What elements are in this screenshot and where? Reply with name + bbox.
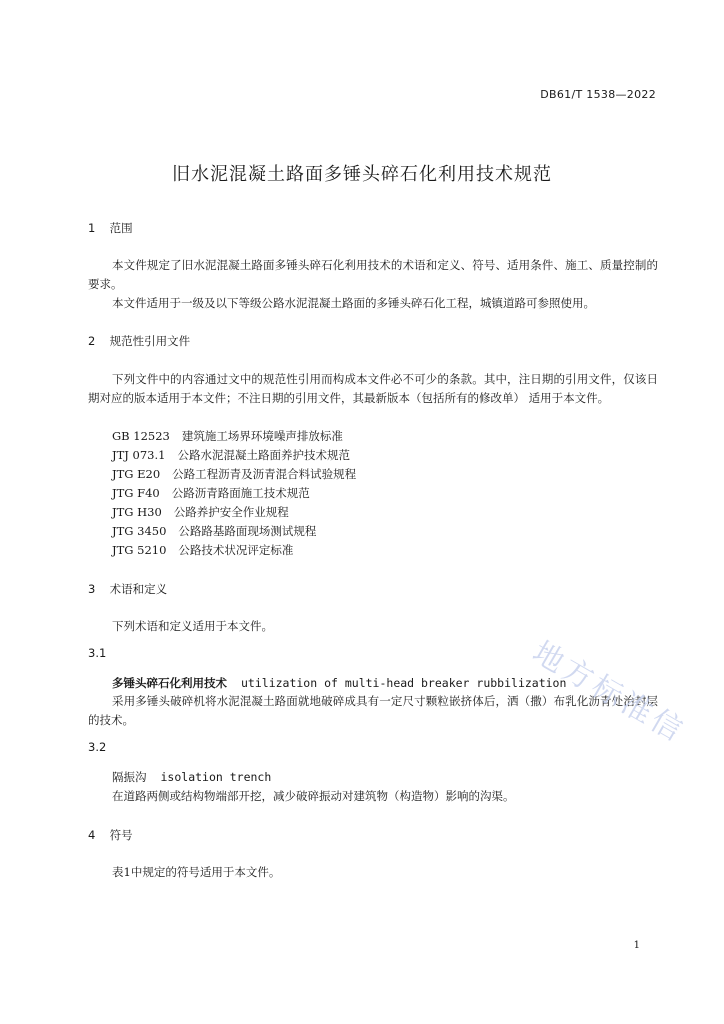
reference-item: [112, 523, 316, 539]
section-4-heading: [88, 827, 133, 843]
reference-title: 公路沥青路面施工技术规范: [171, 486, 310, 500]
scope-paragraph-2: 本文件适用于一级及以下等级公路水泥混凝土路面的多锤头碎石化工程，城镇道路可参照使用。: [112, 296, 595, 310]
section-number: 1: [88, 221, 96, 235]
clause-number: 3.2: [88, 740, 107, 754]
page-title: 旧水泥混凝土路面多锤头碎石化利用技术规范: [172, 164, 552, 185]
section-title: 符号: [109, 828, 133, 842]
terms-intro: 下列术语和定义适用于本文件。: [112, 619, 273, 633]
term-chinese: 隔振沟: [112, 770, 147, 784]
section-1-heading: [88, 220, 133, 236]
reference-title: 公路工程沥青及沥青混合料试验规程: [172, 467, 357, 481]
section-number: 4: [88, 828, 96, 842]
reference-title: 公路水泥混凝土路面养护技术规范: [177, 448, 350, 462]
section-2-heading: [88, 333, 190, 349]
term-definition: 在道路两侧或结构物端部开挖，减少破碎振动对建筑物（构造物）影响的沟渠。: [112, 789, 515, 803]
reference-item: [112, 542, 293, 558]
reference-code: JTJ 073.1: [112, 448, 166, 462]
reference-code: JTG 3450: [112, 524, 167, 538]
section-title: 规范性引用文件: [109, 334, 191, 348]
reference-item: [112, 485, 310, 501]
page-number: 1: [633, 940, 640, 951]
reference-code: JTG 5210: [112, 543, 167, 557]
document-code: DB61/T 1538—2022: [540, 88, 656, 101]
term-english: utilization of multi-head breaker rubbilization: [241, 676, 567, 690]
term-entry: [112, 675, 566, 691]
term-english: isolation trench: [160, 770, 272, 784]
term-entry: [112, 769, 271, 785]
reference-item: [112, 428, 343, 444]
reference-item: [112, 504, 289, 520]
watermark: 地方标准信: [526, 634, 692, 751]
term-definition: 采用多锤头破碎机将水泥混凝土路面就地破碎成具有一定尺寸颗粒嵌挤体后，洒（撒）布乳化沥青处治封层的技术。: [88, 694, 658, 727]
section-title: 术语和定义: [109, 582, 168, 596]
reference-title: 建筑施工场界环境噪声排放标准: [181, 429, 343, 443]
reference-title: 公路技术状况评定标准: [178, 543, 294, 557]
symbols-intro: 表1中规定的符号适用于本文件。: [112, 865, 281, 879]
term-chinese: 多锤头碎石化利用技术: [112, 676, 227, 690]
reference-code: JTG F40: [112, 486, 160, 500]
scope-paragraph-1: 本文件规定了旧水泥混凝土路面多锤头碎石化利用技术的术语和定义、符号、适用条件、施工、质量控制的要求。: [88, 258, 658, 291]
reference-code: GB 12523: [112, 429, 170, 443]
reference-code: JTG E20: [112, 467, 161, 481]
normative-intro: 下列文件中的内容通过文中的规范性引用而构成本文件必不可少的条款。其中，注日期的引用文件，仅该日期对应的版本适用于本文件；不注日期的引用文件，其最新版本（包括所有的修改单） 适用于本文件。: [88, 372, 658, 405]
section-number: 3: [88, 582, 96, 596]
clause-number: 3.1: [88, 646, 107, 660]
reference-title: 公路路基路面现场测试规程: [178, 524, 317, 538]
reference-item: [112, 466, 356, 482]
section-3-heading: [88, 581, 167, 597]
reference-title: 公路养护安全作业规程: [173, 505, 289, 519]
reference-code: JTG H30: [112, 505, 162, 519]
reference-item: [112, 447, 350, 463]
section-number: 2: [88, 334, 96, 348]
section-title: 范围: [109, 221, 133, 235]
